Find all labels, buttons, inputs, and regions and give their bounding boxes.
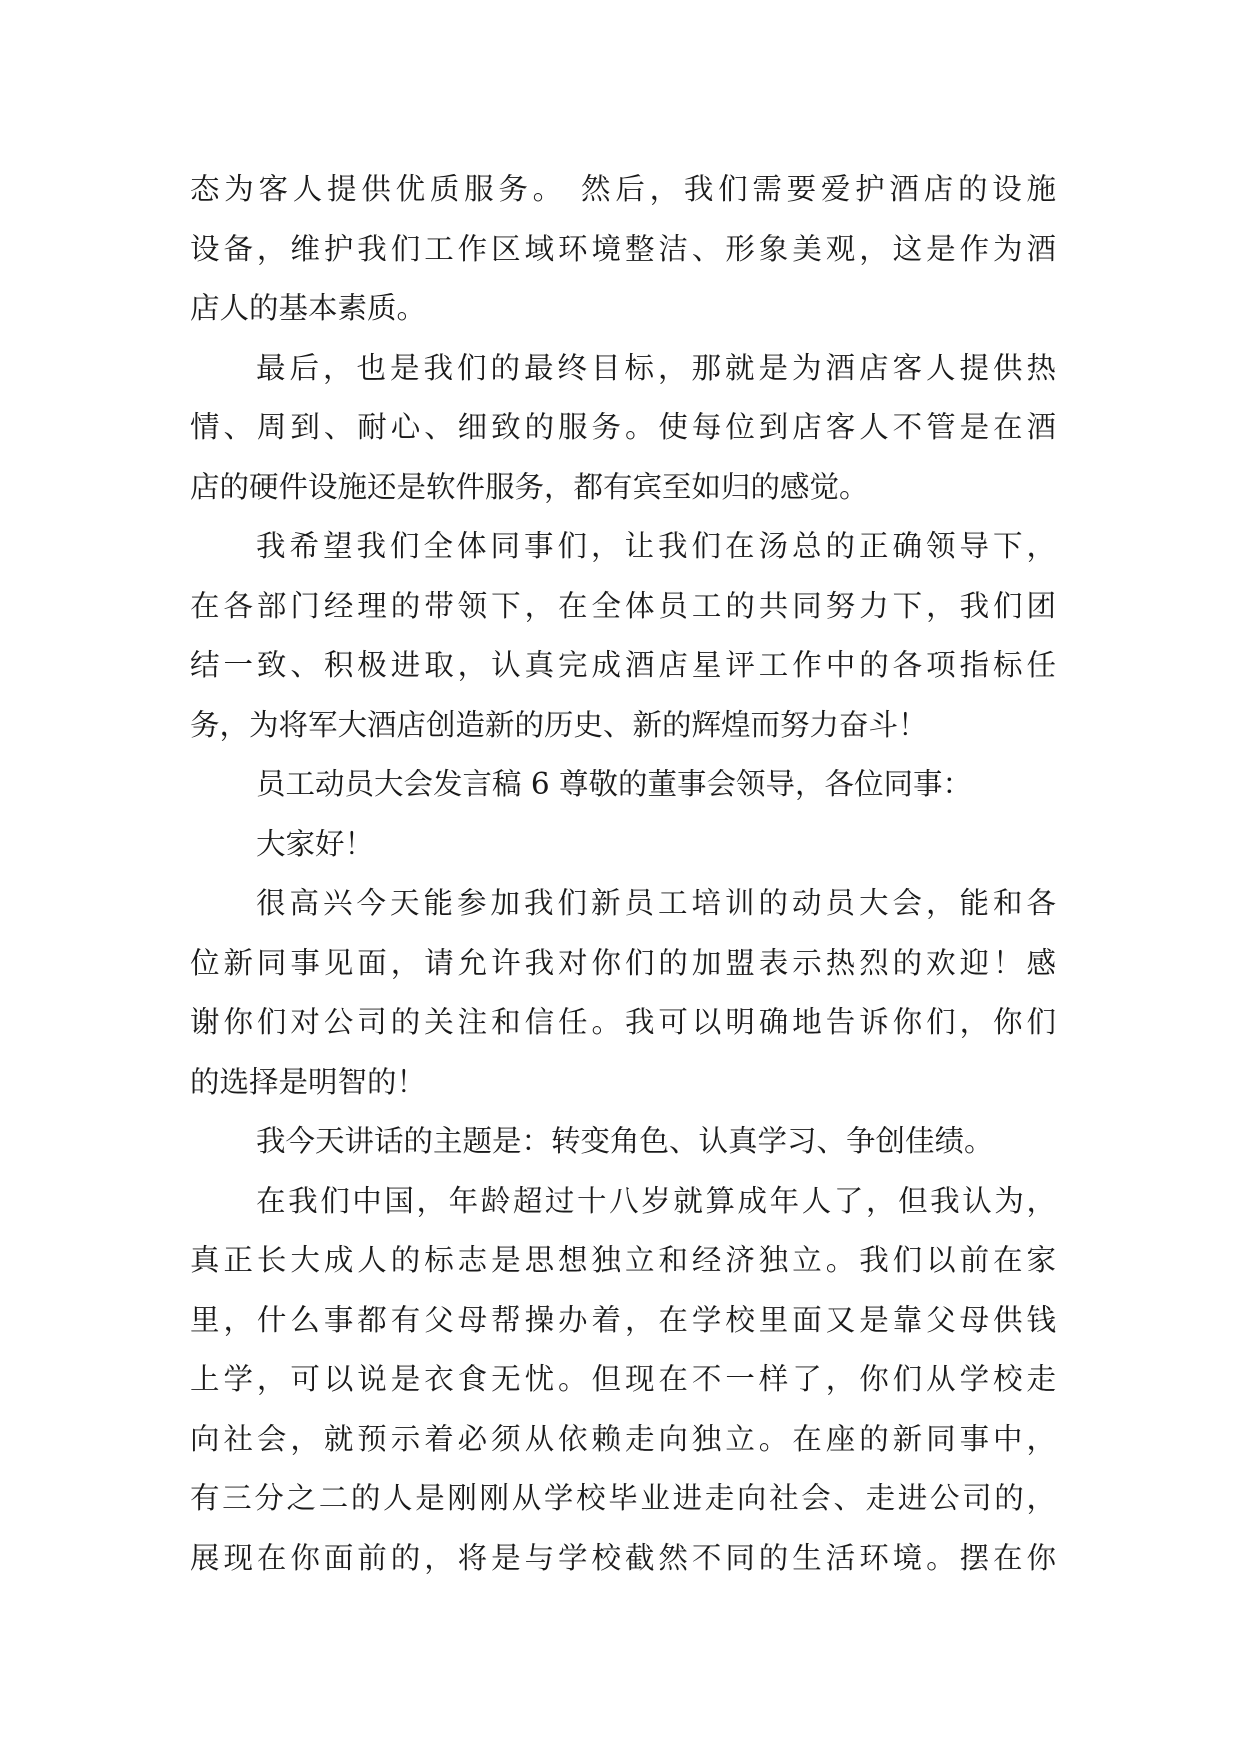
text-line: 店人的基本素质。: [190, 291, 427, 325]
text-line: 有三分之二的人是刚刚从学校毕业进走向社会、走进公司的，: [190, 1481, 1056, 1515]
text-line: 大家好！: [256, 826, 375, 861]
text-line: 店的硬件设施还是软件服务，都有宾至如归的感觉。: [190, 469, 869, 504]
text-line: 设备，维护我们工作区域环境整洁、形象美观，这是作为酒: [190, 231, 1056, 266]
text-line: 态为客人提供优质服务。 然后，我们需要爱护酒店的设施: [190, 172, 1056, 206]
text-line: 最后，也是我们的最终目标，那就是为酒店客人提供热: [256, 350, 1056, 385]
text-line: 在我们中国，年龄超过十八岁就算成年人了，但我认为，: [256, 1183, 1056, 1218]
text-line: 我希望我们全体同事们，让我们在汤总的正确领导下，: [256, 529, 1056, 563]
text-line: 谢你们对公司的关注和信任。我可以明确地告诉你们，你们: [190, 1005, 1056, 1039]
text-line: 我今天讲话的主题是：转变角色、认真学习、争创佳绩。: [256, 1124, 994, 1158]
text-line: 情、周到、耐心、细致的服务。使每位到店客人不管是在酒: [190, 410, 1056, 444]
text-line: 的选择是明智的！: [190, 1064, 427, 1099]
text-line: 真正长大成人的标志是思想独立和经济独立。我们以前在家: [190, 1243, 1056, 1277]
text-line: 员工动员大会发言稿 6 尊敬的董事会领导，各位同事：: [256, 767, 973, 801]
text-line: 位新同事见面，请允许我对你们的加盟表示热烈的欢迎！感: [190, 945, 1056, 980]
text-line: 结一致、积极进取，认真完成酒店星评工作中的各项指标任: [190, 648, 1056, 682]
text-line: 里，什么事都有父母帮操办着，在学校里面又是靠父母供钱: [190, 1302, 1056, 1337]
body-text: [190, 160, 1056, 1588]
text-line: 务，为将军大酒店创造新的历史、新的辉煌而努力奋斗！: [190, 707, 928, 742]
text-line: 在各部门经理的带领下，在全体员工的共同努力下，我们团: [190, 588, 1056, 623]
text-line: 展现在你面前的，将是与学校截然不同的生活环境。摆在你: [190, 1540, 1056, 1575]
text-line: 上学，可以说是衣食无忧。但现在不一样了，你们从学校走: [190, 1362, 1056, 1396]
text-line: 向社会，就预示着必须从依赖走向独立。在座的新同事中，: [190, 1421, 1056, 1456]
text-line: 很高兴今天能参加我们新员工培训的动员大会，能和各: [256, 886, 1056, 920]
